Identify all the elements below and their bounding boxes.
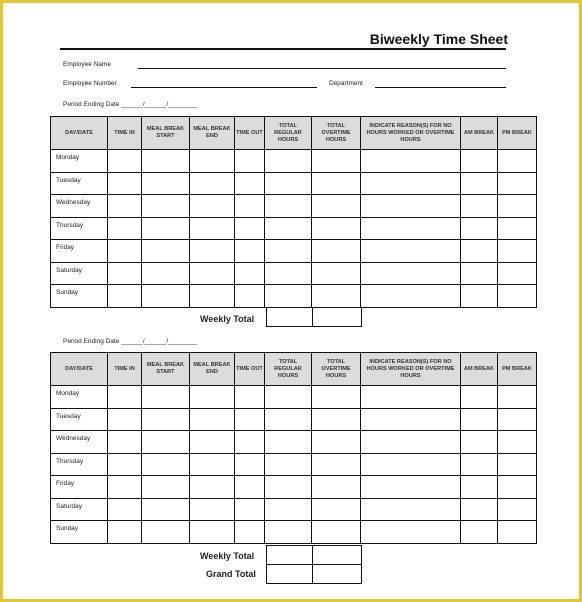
entry-cell[interactable] [190,240,235,263]
entry-cell[interactable] [461,217,498,240]
entry-cell[interactable] [108,262,142,285]
entry-cell[interactable] [142,498,190,521]
column-header: AM BREAK [461,353,498,386]
entry-cell[interactable] [461,240,498,263]
entry-cell[interactable] [312,476,361,499]
weekly-total-regular-1[interactable] [266,307,313,327]
weekly-total-label-1: Weekly Total [200,314,255,324]
entry-cell[interactable] [361,150,461,173]
entry-cell[interactable] [312,150,361,173]
column-header: TOTAL OVERTIME HOURS [312,353,361,386]
table-row [51,217,537,240]
entry-cell[interactable] [142,476,190,499]
entry-cell[interactable] [142,217,190,240]
entry-cell[interactable] [190,150,235,173]
entry-cell[interactable] [312,217,361,240]
column-header: AM BREAK [461,117,498,150]
entry-cell[interactable] [498,476,537,499]
grand-total-label: Grand Total [206,569,256,579]
day-label: Wednesday [51,431,108,454]
entry-cell[interactable] [498,521,537,544]
entry-cell[interactable] [265,521,312,544]
entry-cell[interactable] [235,240,265,263]
entry-cell[interactable] [235,408,265,431]
entry-cell[interactable] [461,431,498,454]
day-label: Tuesday [51,172,108,195]
entry-cell[interactable] [312,408,361,431]
weekly-total-overtime-1[interactable] [312,307,362,327]
entry-cell[interactable] [235,217,265,240]
column-header: TOTAL REGULAR HOURS [265,353,312,386]
entry-cell[interactable] [190,262,235,285]
entry-cell[interactable] [498,217,537,240]
entry-cell[interactable] [361,386,461,409]
entry-cell[interactable] [498,262,537,285]
entry-cell[interactable] [361,431,461,454]
entry-cell[interactable] [235,172,265,195]
entry-cell[interactable] [361,453,461,476]
day-label: Thursday [51,453,108,476]
table-row [51,431,537,454]
entry-cell[interactable] [142,195,190,218]
column-header: MEAL BREAK START [142,353,190,386]
entry-cell[interactable] [312,172,361,195]
entry-cell[interactable] [142,262,190,285]
entry-cell[interactable] [142,172,190,195]
entry-cell[interactable] [142,453,190,476]
entry-cell[interactable] [361,476,461,499]
entry-cell[interactable] [190,217,235,240]
entry-cell[interactable] [461,498,498,521]
entry-cell[interactable] [235,521,265,544]
entry-cell[interactable] [265,386,312,409]
column-header: PM BREAK [498,117,537,150]
table-row [51,476,537,499]
entry-cell[interactable] [235,476,265,499]
column-header: TIME IN [108,353,142,386]
day-label: Tuesday [51,408,108,431]
entry-cell[interactable] [498,195,537,218]
weekly-total-overtime-2[interactable] [312,545,362,565]
column-header: TOTAL OVERTIME HOURS [312,117,361,150]
grand-total-regular[interactable] [266,564,313,584]
table-row [51,453,537,476]
timesheet-table-week1 [50,116,537,308]
period-ending-date-1[interactable]: Period Ending Date ______/______/________ [63,101,198,108]
entry-cell[interactable] [142,240,190,263]
table-header-row [51,117,537,150]
table-row [51,172,537,195]
table-row [51,150,537,173]
column-header: DAY/DATE [51,117,108,150]
entry-cell[interactable] [108,217,142,240]
entry-cell[interactable] [108,150,142,173]
employee-name-field[interactable] [138,68,506,69]
entry-cell[interactable] [108,386,142,409]
entry-cell[interactable] [142,521,190,544]
entry-cell[interactable] [142,150,190,173]
period-ending-date-2[interactable]: Period Ending Date ______/______/________ [63,338,198,345]
entry-cell[interactable] [265,150,312,173]
entry-cell[interactable] [235,195,265,218]
entry-cell[interactable] [265,285,312,308]
table-row [51,521,537,544]
entry-cell[interactable] [461,195,498,218]
entry-cell[interactable] [235,386,265,409]
page-title: Biweekly Time Sheet [369,31,508,47]
day-label: Friday [51,240,108,263]
column-header: PM BREAK [498,353,537,386]
entry-cell[interactable] [265,240,312,263]
column-header: MEAL BREAK START [142,117,190,150]
entry-cell[interactable] [498,172,537,195]
entry-cell[interactable] [361,217,461,240]
entry-cell[interactable] [461,172,498,195]
day-label: Saturday [51,498,108,521]
entry-cell[interactable] [108,408,142,431]
entry-cell[interactable] [265,262,312,285]
table-row [51,195,537,218]
table-row [51,285,537,308]
entry-cell[interactable] [461,262,498,285]
entry-cell[interactable] [498,408,537,431]
entry-cell[interactable] [498,386,537,409]
entry-cell[interactable] [235,453,265,476]
column-header: INDICATE REASON(S) FOR NO HOURS WORKED OR OVERTIME HOURS [361,117,461,150]
day-label: Monday [51,150,108,173]
entry-cell[interactable] [361,408,461,431]
grand-total-overtime[interactable] [312,564,362,584]
table-row [51,240,537,263]
entry-cell[interactable] [361,262,461,285]
table-row [51,498,537,521]
entry-cell[interactable] [461,150,498,173]
day-label: Wednesday [51,195,108,218]
entry-cell[interactable] [461,285,498,308]
entry-cell[interactable] [265,431,312,454]
entry-cell[interactable] [235,498,265,521]
entry-cell[interactable] [361,240,461,263]
entry-cell[interactable] [108,476,142,499]
weekly-total-label-2: Weekly Total [200,551,255,561]
entry-cell[interactable] [361,195,461,218]
timesheet-table-week2 [50,352,537,544]
entry-cell[interactable] [235,285,265,308]
table-row [51,386,537,409]
column-header: TIME IN [108,117,142,150]
entry-cell[interactable] [461,521,498,544]
entry-cell[interactable] [312,431,361,454]
entry-cell[interactable] [312,521,361,544]
entry-cell[interactable] [190,521,235,544]
entry-cell[interactable] [108,521,142,544]
entry-cell[interactable] [312,195,361,218]
entry-cell[interactable] [461,408,498,431]
day-label: Sunday [51,521,108,544]
entry-cell[interactable] [461,453,498,476]
entry-cell[interactable] [461,476,498,499]
day-label: Monday [51,386,108,409]
entry-cell[interactable] [498,431,537,454]
entry-cell[interactable] [361,172,461,195]
entry-cell[interactable] [265,195,312,218]
entry-cell[interactable] [190,285,235,308]
entry-cell[interactable] [498,498,537,521]
table-row [51,408,537,431]
column-header: TOTAL REGULAR HOURS [265,117,312,150]
entry-cell[interactable] [265,172,312,195]
entry-cell[interactable] [190,386,235,409]
entry-cell[interactable] [312,453,361,476]
department-label: Department [329,80,363,87]
day-label: Thursday [51,217,108,240]
employee-name-label: Employee Name [63,61,112,68]
title-divider [60,48,506,50]
column-header: MEAL BREAK END [190,353,235,386]
entry-cell[interactable] [235,431,265,454]
entry-cell[interactable] [190,453,235,476]
day-label: Saturday [51,262,108,285]
entry-cell[interactable] [312,498,361,521]
entry-cell[interactable] [108,498,142,521]
day-label: Sunday [51,285,108,308]
entry-cell[interactable] [142,431,190,454]
entry-cell[interactable] [108,240,142,263]
entry-cell[interactable] [361,521,461,544]
employee-number-label: Employee Number [63,80,117,87]
entry-cell[interactable] [108,285,142,308]
column-header: DAY/DATE [51,353,108,386]
entry-cell[interactable] [108,195,142,218]
column-header: INDICATE REASON(S) FOR NO HOURS WORKED OR OVERTIME HOURS [361,353,461,386]
entry-cell[interactable] [265,476,312,499]
entry-cell[interactable] [190,476,235,499]
weekly-total-regular-2[interactable] [266,545,313,565]
entry-cell[interactable] [361,285,461,308]
entry-cell[interactable] [108,172,142,195]
column-header: MEAL BREAK END [190,117,235,150]
employee-number-field[interactable] [131,87,317,88]
entry-cell[interactable] [265,408,312,431]
entry-cell[interactable] [142,285,190,308]
entry-cell[interactable] [498,150,537,173]
table-header-row [51,353,537,386]
entry-cell[interactable] [142,386,190,409]
entry-cell[interactable] [265,217,312,240]
column-header: TIME OUT [235,353,265,386]
entry-cell[interactable] [498,285,537,308]
entry-cell[interactable] [190,172,235,195]
entry-cell[interactable] [108,453,142,476]
entry-cell[interactable] [108,431,142,454]
entry-cell[interactable] [190,498,235,521]
entry-cell[interactable] [190,408,235,431]
entry-cell[interactable] [361,498,461,521]
entry-cell[interactable] [312,386,361,409]
column-header: TIME OUT [235,117,265,150]
entry-cell[interactable] [235,262,265,285]
entry-cell[interactable] [235,150,265,173]
entry-cell[interactable] [312,285,361,308]
entry-cell[interactable] [142,408,190,431]
entry-cell[interactable] [312,262,361,285]
entry-cell[interactable] [265,498,312,521]
entry-cell[interactable] [498,240,537,263]
entry-cell[interactable] [498,453,537,476]
entry-cell[interactable] [461,386,498,409]
entry-cell[interactable] [312,240,361,263]
entry-cell[interactable] [190,195,235,218]
department-field[interactable] [375,87,506,88]
day-label: Friday [51,476,108,499]
entry-cell[interactable] [265,453,312,476]
table-row [51,262,537,285]
entry-cell[interactable] [190,431,235,454]
